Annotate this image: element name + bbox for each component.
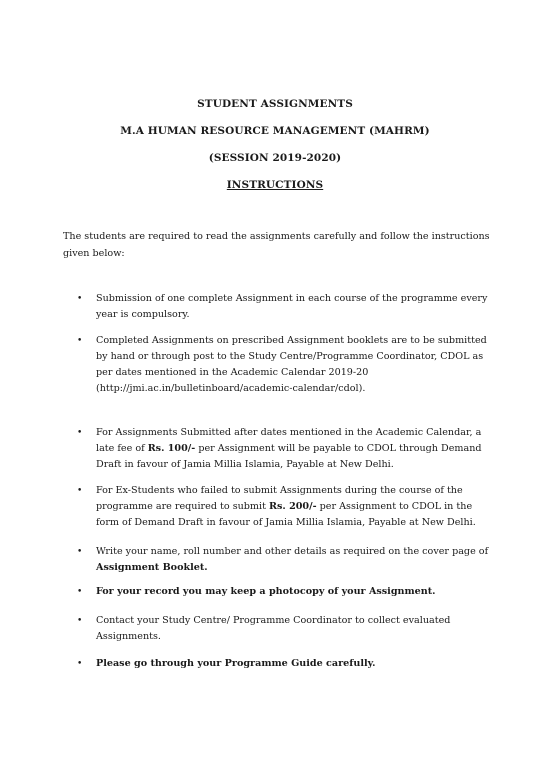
bullet-icon: • <box>77 336 83 346</box>
instruction-text: For your record you may keep a photocopy of your Assignment. <box>96 586 436 597</box>
instruction-text: Please go through your Programme Guide carefully. <box>96 658 376 669</box>
bullet-icon: • <box>77 486 83 496</box>
session-title: (SESSION 2019-2020) <box>208 152 342 164</box>
bullet-icon: • <box>77 659 83 669</box>
bullet-icon: • <box>77 428 83 438</box>
late-fee-amount: Rs. 100/- <box>147 443 196 454</box>
instruction-text: Completed Assignments on prescribed Assignment booklets are to be submitted by hand or through post to the Study Centre/Programme Coordinator, CDOL as per dates mentioned in the Academic Calendar 2019-20 (http://jmi.ac.in/bulletinboard/academic-calendar/cdol). <box>96 335 487 394</box>
programme-title: M.A HUMAN RESOURCE MANAGEMENT (MAHRM) <box>120 125 430 137</box>
document-title: STUDENT ASSIGNMENTS <box>197 98 353 110</box>
instruction-text: Write your name, roll number and other details as required on the cover page of Assignment Booklet. <box>96 546 489 573</box>
bullet-icon: • <box>77 294 83 304</box>
bullet-icon: • <box>77 616 83 626</box>
instruction-text: For Ex-Students who failed to submit Assignments during the course of the programme are required to submit Rs. 200/- per Assignment to CDOL in the form of Demand Draft in favour of Jamia Millia Islamia, Payable at New Delhi. <box>96 485 476 528</box>
intro-paragraph: The students are required to read the assignments carefully and follow the instructions given below: <box>63 231 490 259</box>
ex-student-fee-amount: Rs. 200/- <box>269 501 317 512</box>
instructions-heading: INSTRUCTIONS <box>226 179 324 191</box>
instruction-text: Submission of one complete Assignment in each course of the programme every year is compulsory. <box>96 293 488 320</box>
booklet-label: Assignment Booklet. <box>96 562 208 573</box>
instruction-text: Contact your Study Centre/ Programme Coordinator to collect evaluated Assignments. <box>96 615 451 642</box>
instruction-text: For Assignments Submitted after dates mentioned in the Academic Calendar, a late fee of Rs. 100/- per Assignment will be payable to CDOL through Demand Draft in favour of Jamia Millia Islamia, Payable at New Delhi. <box>96 427 482 470</box>
bullet-icon: • <box>77 587 83 597</box>
bullet-icon: • <box>77 547 83 557</box>
